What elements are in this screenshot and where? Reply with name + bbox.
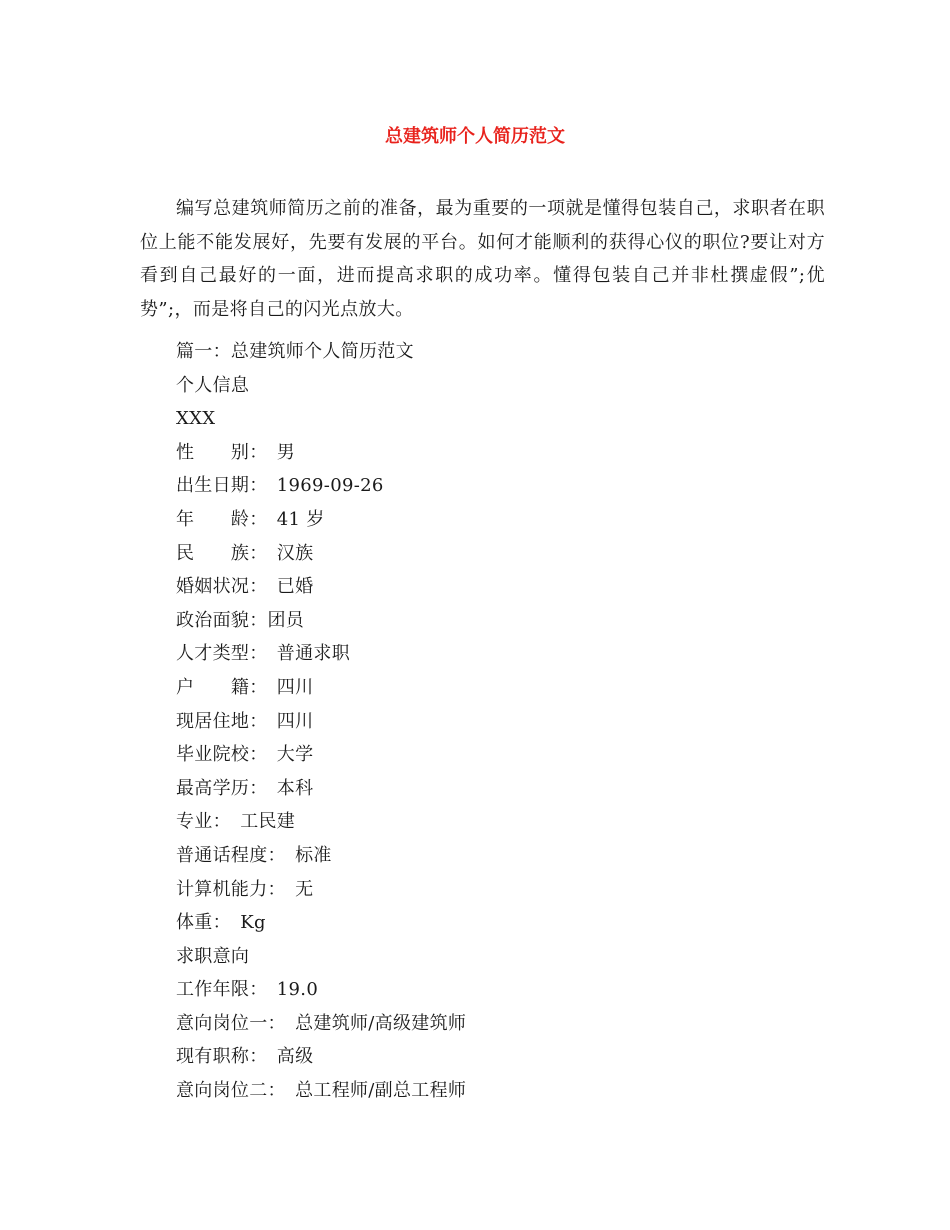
hukou-line: 户 籍： 四川 [176, 676, 314, 698]
talent-type-line: 人才类型： 普通求职 [176, 643, 350, 665]
residence-line: 现居住地： 四川 [176, 710, 314, 732]
birthdate-line: 出生日期： 1969-09-26 [176, 475, 384, 497]
marital-status-line: 婚姻状况： 已婚 [176, 576, 314, 598]
intro-paragraph: 编写总建筑师简历之前的准备，最为重要的一项就是懂得包装自己，求职者在职位上能不能发展好，先要有发展的平台。如何才能顺利的获得心仪的职位?要让对方看到自己最好的一面，进而提高求职的成功率。懂得包装自己并非杜撰虚假”;优势”;，而是将自己的闪光点放大。 [140, 198, 825, 320]
ethnicity-line: 民 族： 汉族 [176, 542, 314, 564]
work-years-line: 工作年限： 19.0 [176, 979, 319, 1001]
age-line: 年 龄： 41 岁 [176, 508, 325, 530]
political-status-line: 政治面貌：团员 [176, 609, 305, 631]
section-heading: 篇一：总建筑师个人简历范文 [176, 341, 414, 362]
name-line: XXX [176, 408, 216, 430]
computer-skill-line: 计算机能力： 无 [176, 878, 314, 900]
current-title-line: 现有职称： 高级 [176, 1046, 314, 1068]
desired-position-1-line: 意向岗位一： 总建筑师/高级建筑师 [176, 1012, 467, 1034]
resume-content [176, 335, 826, 1108]
education-line: 最高学历： 本科 [176, 777, 314, 799]
desired-position-2-line: 意向岗位二： 总工程师/副总工程师 [176, 1080, 467, 1102]
gender-line: 性 别： 男 [176, 441, 296, 463]
mandarin-line: 普通话程度： 标准 [176, 844, 332, 866]
document-title: 总建筑师个人简历范文 [385, 126, 565, 147]
school-line: 毕业院校： 大学 [176, 744, 314, 766]
weight-line: 体重： Kg [176, 912, 266, 934]
major-line: 专业： 工民建 [176, 811, 296, 833]
section-job-intention: 求职意向 [176, 945, 250, 967]
section-personal-info: 个人信息 [176, 374, 250, 396]
